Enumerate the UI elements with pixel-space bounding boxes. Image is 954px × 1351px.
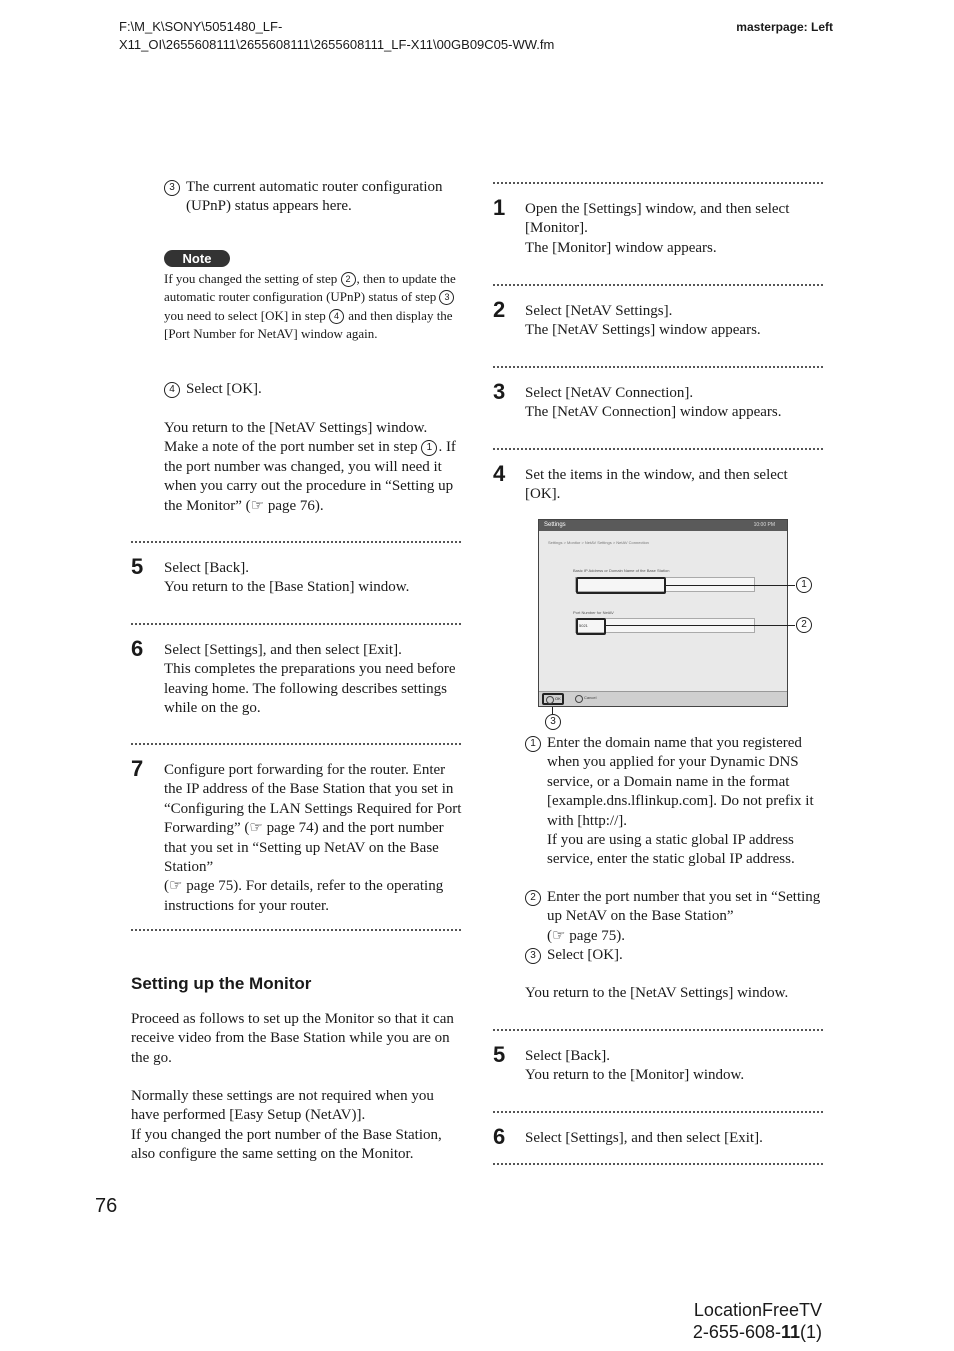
dotted-divider <box>493 1029 823 1031</box>
paragraph-part: You return to the [NetAV Settings] window. Make a note of the port number set in step <box>164 420 428 456</box>
callout-description-2 <box>525 888 830 946</box>
step-text: Select [NetAV Settings]. The [NetAV Settings] window appears. <box>525 303 761 339</box>
section-heading: Setting up the Monitor <box>131 974 312 993</box>
step-text <box>164 761 464 916</box>
domain-field-label: Basic IP Address or Domain Name of the Base Station <box>573 568 670 573</box>
left-item-4 <box>164 380 464 399</box>
masterpage-label: masterpage: Left <box>736 20 833 34</box>
dotted-divider <box>493 1163 823 1165</box>
step-text: Select [Settings], and then select [Exit]. <box>525 1130 763 1146</box>
page-reference-icon: ☞ <box>250 497 265 514</box>
code-bold: 11 <box>780 1322 800 1342</box>
step-text-part: page 74) and the port number that you set in “Setting up NetAV on the Base Station” ( <box>164 820 444 895</box>
cancel-button-label: Cancel <box>584 695 597 700</box>
clock-text: 10:00 PM <box>753 522 775 528</box>
note-text-part: you need to select [OK] in step <box>164 307 329 323</box>
dotted-divider <box>131 541 461 543</box>
step-number: 3 <box>493 379 506 404</box>
dotted-divider <box>493 448 823 450</box>
note-text-part: If you changed the setting of step <box>164 271 341 286</box>
code-suffix: (1) <box>800 1322 822 1342</box>
circled-number: 2 <box>525 890 541 906</box>
dotted-divider <box>493 284 823 286</box>
dotted-divider <box>493 182 823 184</box>
step-number: 6 <box>493 1124 506 1149</box>
callout-description-3 <box>525 946 830 965</box>
circled-number: 1 <box>525 736 541 752</box>
note-badge: Note <box>164 250 230 267</box>
window-title: Settings <box>544 522 566 528</box>
step-number: 6 <box>131 636 144 661</box>
callout-leader-2 <box>605 625 795 626</box>
step-number: 2 <box>493 297 506 322</box>
description-text: Select [OK]. <box>547 947 623 963</box>
step-text: Select [NetAV Connection]. The [NetAV Connection] window appears. <box>525 385 782 421</box>
note-text <box>164 270 464 344</box>
page-reference-icon: ☞ <box>169 878 183 895</box>
step-text: Select [Back]. You return to the [Monitor] window. <box>525 1048 745 1084</box>
circled-number: 4 <box>164 382 180 398</box>
intro-paragraph-1: Proceed as follows to set up the Monitor so that it can receive video from the Base Station while you are on the go. <box>131 1011 454 1066</box>
description-text: Enter the domain name that you registered when you applied for your Dynamic DNS service, or a Domain name in the format [example.dns.lflinkup.com]. Do not prefix it with [http://]. <box>547 735 814 829</box>
callout-number-1: 1 <box>796 577 812 593</box>
breadcrumb: Settings > Monitor > NetAV Settings > NetAV Connection <box>548 540 649 545</box>
description-text: If you are using a static global IP address service, enter the static global IP address. <box>547 832 795 868</box>
ok-circle-icon <box>546 696 554 704</box>
note-text-part: and then display the [Port Number for NetAV] window again. <box>164 307 453 342</box>
netav-connection-screenshot <box>538 519 788 707</box>
dotted-divider <box>493 1111 823 1113</box>
step-text-part: page 75). For details, refer to the operating instructions for your router. <box>164 878 444 914</box>
dotted-divider <box>131 743 461 745</box>
file-path-header <box>119 18 554 54</box>
callout-highlight-1 <box>576 577 666 594</box>
step-text: Select [Back]. You return to the [Base Station] window. <box>164 560 410 596</box>
step-number: 5 <box>131 554 144 579</box>
page-reference-icon: ☞ <box>552 927 566 944</box>
step-text: Open the [Settings] window, and then select [Monitor]. The [Monitor] window appears. <box>525 201 790 256</box>
left-item-3 <box>164 178 464 217</box>
item-text: Select [OK]. <box>186 381 262 397</box>
cancel-button[interactable] <box>573 694 603 704</box>
callout-number-2: 2 <box>796 617 812 633</box>
port-field-label: Port Number for NetAV <box>573 610 614 615</box>
callout-description-1 <box>525 734 830 870</box>
step-text: Select [Settings], and then select [Exit]. This completes the preparations you need before leaving home. The following describes settings while on the go. <box>164 642 456 717</box>
file-path-line-1: F:\M_K\SONY\5051480_LF- <box>119 19 283 34</box>
circled-number: 1 <box>421 440 437 456</box>
callout-leader-1 <box>665 585 795 586</box>
page-reference-icon: ☞ <box>249 820 263 837</box>
description-text-part: page 75). <box>565 927 626 944</box>
ok-button[interactable] <box>542 693 564 705</box>
note-text-part: , then to update the automatic router configuration (UPnP) status of step <box>164 271 456 305</box>
return-text: You return to the [NetAV Settings] window. <box>525 985 789 1001</box>
cancel-x-icon <box>575 695 583 703</box>
step-text: Set the items in the window, and then select [OK]. <box>525 467 788 503</box>
window-footer <box>539 691 787 706</box>
description-text <box>547 888 830 946</box>
paragraph-part: . If the port number was changed, you will need it when you carry out the procedure in “Setting up the Monitor” ( <box>164 439 456 514</box>
callout-highlight-2 <box>576 618 606 635</box>
circled-number: 2 <box>341 272 356 287</box>
window-title-bar <box>539 520 787 531</box>
paragraph-part: page 76). <box>264 497 324 514</box>
dotted-divider <box>493 366 823 368</box>
circled-number: 3 <box>164 180 180 196</box>
intro-paragraph-2: Normally these settings are not required when you have performed [Easy Setup (NetAV)]. If you changed the port number of the Base Station, also configure the same setting on the Monitor. <box>131 1088 442 1163</box>
dotted-divider <box>131 623 461 625</box>
ok-button-label: OK <box>555 696 561 701</box>
step-number: 7 <box>131 756 144 781</box>
callout-leader-3 <box>552 707 553 714</box>
dotted-divider <box>131 929 461 931</box>
item-text: The current automatic router configuration (UPnP) status appears here. <box>186 179 443 215</box>
callout-number-3: 3 <box>545 714 561 730</box>
step-number: 1 <box>493 195 506 220</box>
product-name: LocationFreeTV <box>693 1300 822 1320</box>
file-path-line-2: X11_OI\2655608111\2655608111\2655608111_LF-X11\00GB09C05-WW.fm <box>119 37 555 52</box>
circled-number: 4 <box>329 309 344 324</box>
description-text-part: Enter the port number that you set in “Setting up NetAV on the Base Station” ( <box>547 889 821 944</box>
return-paragraph <box>164 419 464 516</box>
circled-number: 3 <box>525 948 541 964</box>
document-code <box>693 1321 822 1343</box>
page-number: 76 <box>95 1195 118 1217</box>
port-number-value: 5021 <box>579 623 588 628</box>
step-number: 5 <box>493 1042 506 1067</box>
code-prefix: 2-655-608- <box>692 1322 781 1342</box>
step-number: 4 <box>493 461 506 486</box>
circled-number: 3 <box>439 290 454 305</box>
step-text-part: Configure port forwarding for the router. Enter the IP address of the Base Station that you set in “Configuring the LAN Settings Required for Port Forwarding” ( <box>164 762 462 837</box>
